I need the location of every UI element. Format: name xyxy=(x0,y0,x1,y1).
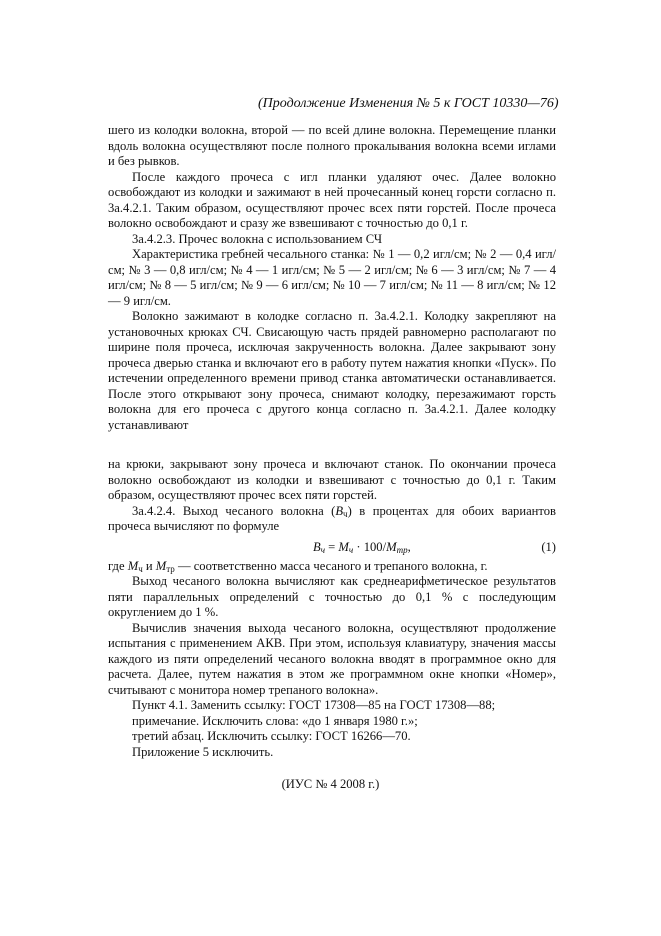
paragraph-yield: 3а.4.2.4. Выход чесаного волокна $(B_ч)$ в процентах для обоих вариантов прочеса вычисляют по формуле xyxy=(108,503,556,533)
page-header: (Продолжение Изменения № 5 к ГОСТ 10330—76) xyxy=(258,96,559,111)
paragraph: Характеристика гребней чесального станка: № 1 — 0,2 игл/см; № 2 — 0,4 игл/см; № 3 — 0,8 игл/см; № 4 — 1 игл/см; № 5 — 2 игл/см; № 6 — 3 игл/см; № 7 — 4 игл/см; № 8 — 5 игл/см; № 9 — 6 игл/см; № 10 — 7 игл/см; № 11 — 8 игл/см; № 12 — 9 игл/см. xyxy=(108,247,556,308)
amendment-line: третий абзац. Исключить ссылку: ГОСТ 16266—70. xyxy=(132,729,411,743)
page-footer: (ИУС № 4 2008 г.) xyxy=(281,777,380,791)
section-heading: 3а.4.2.3. Прочес волокна с использованием СЧ xyxy=(132,231,383,246)
paragraph: Волокно зажимают в колодке согласно п. 3а.4.2.1. Колодку закрепляют на установочных крюках СЧ. Свисающую часть прядей равномерно располагают по ширине поля прочеса, исключая закрученность волокна. Далее закрывают зону прочеса дверью станка и включают его в работу путем нажатия кнопки «Пуск». По истечении определенного времени привод станка автоматически останавливается. После этого открывают зону прочеса, снимают колодку, перезажимают горсть волокна для его прочеса с другого конца согласно п. 3а.4.2.1. Далее колодку устанавливают xyxy=(108,309,556,432)
paragraph: Вычислив значения выхода чесаного волокна, осуществляют продолжение испытания с применением АКВ. При этом, используя клавиатуру, значения массы каждого из пяти определений чесаного волокна вводят в программное окно для расчета. Далее, путем нажатия в этом же программном окне кнопки «Номер», считывают с монитора номер трепаного волокна». xyxy=(108,620,556,697)
amendment-line: Пункт 4.1. Заменить ссылку: ГОСТ 17308—85 на ГОСТ 17308—88; xyxy=(132,698,496,712)
text-block-lower xyxy=(108,457,556,760)
paragraph-where: где $M_ч$ и $M_{тр}$ — соответственно масса чесаного и трепаного волокна, г. xyxy=(108,558,488,574)
formula-expression: $B_ч = M_ч \cdot 100/M_{тр}$, xyxy=(313,539,411,555)
text-block-upper xyxy=(108,123,556,433)
formula-number: (1) xyxy=(541,539,556,554)
paragraph: шего из колодки волокна, второй — по всей длине волокна. Перемещение планки вдоль волокна осуществляют после полного прокалывания волокна всеми иглами и без рывков. xyxy=(108,123,556,168)
amendment-line: Приложение 5 исключить. xyxy=(132,744,274,759)
formula-1 xyxy=(108,538,556,559)
amendment-line: примечание. Исключить слова: «до 1 января 1980 г.»; xyxy=(132,713,418,728)
paragraph: После каждого прочеса с игл планки удаляют очес. Далее волокно освобождают из колодки и зажимают в ней прочесанный конец горсти согласно п. 3а.4.2.1. Таким образом, осуществляют прочес всех пяти горстей. После прочеса волокно освобождают и сразу же взвешивают с точностью до 0,1 г. xyxy=(108,169,556,230)
paragraph: на крюки, закрывают зону прочеса и включают станок. По окончании прочеса волокно освобождают из колодки и взвешивают с точностью до 0,1 г. Таким образом, осуществляют прочес всех пяти горстей. xyxy=(108,457,556,502)
paragraph: Выход чесаного волокна вычисляют как среднеарифметическое результатов пяти параллельных определений с точностью до 0,1 % с последующим округлением до 1 %. xyxy=(108,574,556,619)
